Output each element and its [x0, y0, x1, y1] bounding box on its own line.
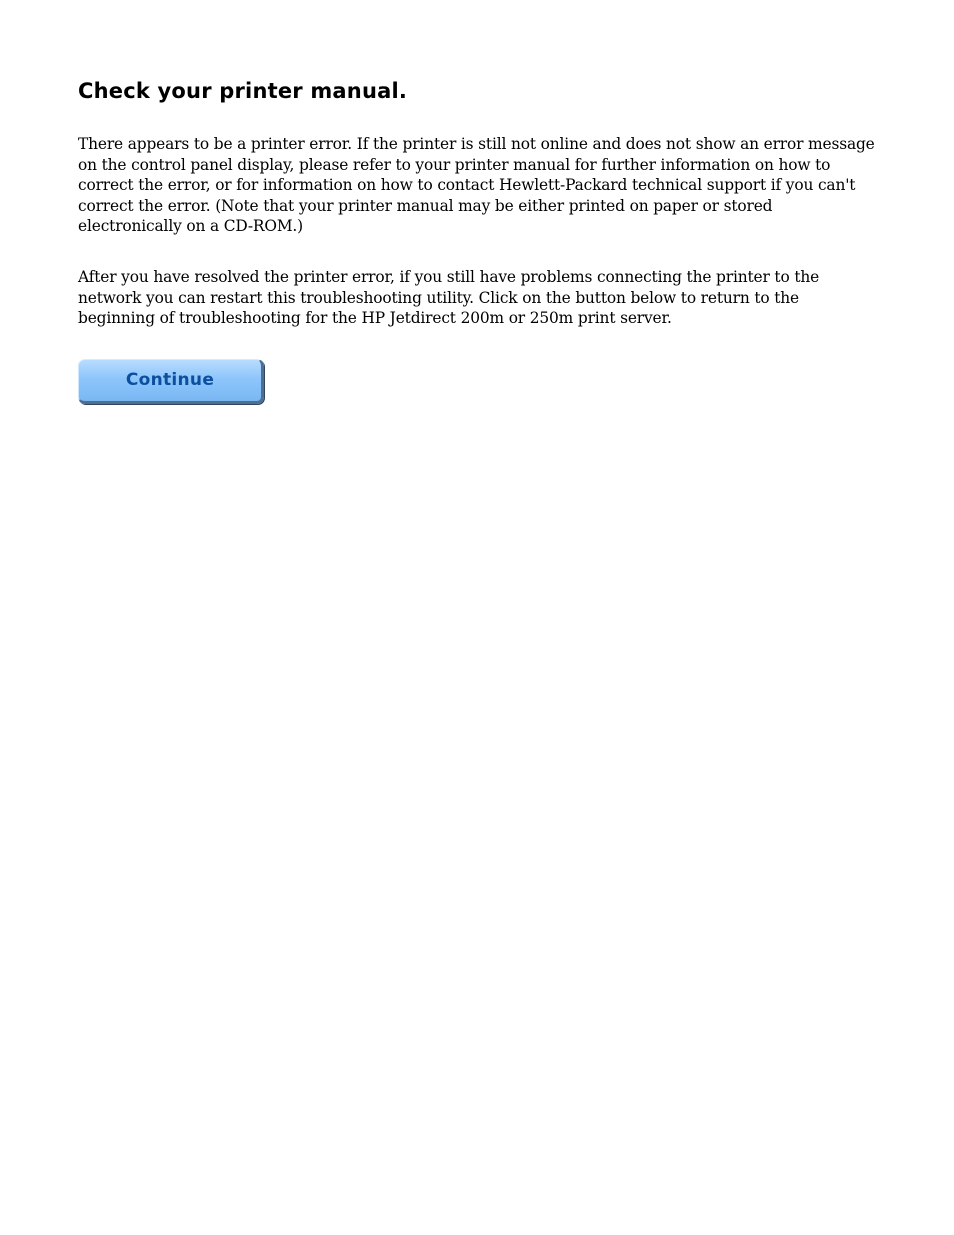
content-area — [78, 78, 878, 404]
printer-error-paragraph: There appears to be a printer error. If the printer is still not online and does not show an error message on the control panel display, please refer to your printer manual for further information on how to correct the error, or for information on how to contact Hewlett-Packard technical support if you can't correct the error. (Note that your printer manual may be either printed on paper or stored electronically on a CD-ROM.) — [78, 135, 875, 236]
restart-instructions-paragraph: After you have resolved the printer error, if you still have problems connecting the printer to the network you can restart this troubleshooting utility. Click on the button below to return to the beginning of troubleshooting for the HP Jetdirect 200m or 250m print server. — [78, 267, 820, 328]
page-title: Check your printer manual. — [78, 79, 408, 103]
continue-button[interactable] — [78, 359, 264, 404]
continue-button-label: Continue — [125, 369, 215, 390]
